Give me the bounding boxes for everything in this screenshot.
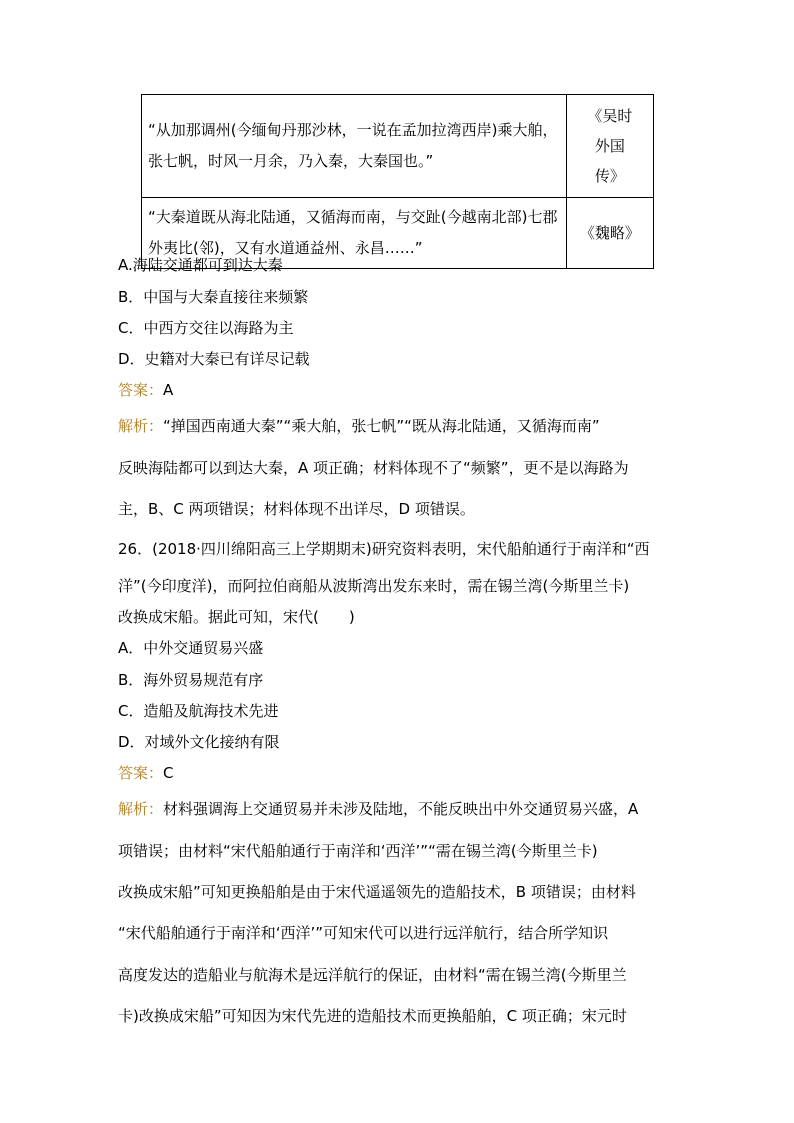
q26-explanation-line: 高度发达的造船业与航海术是远洋航行的保证，由材料“需在锡兰湾(今斯里兰 <box>118 966 627 984</box>
q25-option-c: C．中西方交往以海路为主 <box>118 319 294 337</box>
q26-explanation-line: “宋代船舶通行于南洋和‘西洋’”可知宋代可以进行远洋航行，结合所学知识 <box>118 924 609 942</box>
explanation-text: 材料强调海上交通贸易并未涉及陆地，不能反映出中外交通贸易兴盛，A <box>163 800 639 818</box>
q26-option-d: D．对域外文化接纳有限 <box>118 733 280 751</box>
answer-value: A <box>163 381 174 399</box>
q25-explanation-line <box>118 415 600 436</box>
source-line: 《吴时 <box>587 107 633 125</box>
q26-explanation-line: 卡)改换成宋船”可知因为宋代先进的造船技术而更换船舶，C 项正确；宋元时 <box>118 1007 627 1025</box>
q26-option-b: B．海外贸易规范有序 <box>118 671 264 689</box>
q25-option-b: B．中国与大秦直接往来频繁 <box>118 288 309 306</box>
q26-stem-line: 改换成宋船。据此可知，宋代( ) <box>118 608 355 626</box>
explanation-label: 解析： <box>118 800 164 818</box>
q26-explanation-line: 改换成宋船”可知更换船舶是由于宋代遥遥领先的造船技术，B 项错误；由材料 <box>118 883 636 901</box>
source-line: 《魏略》 <box>579 224 640 242</box>
quote-cell: “从加那调州(今缅甸丹那沙林，一说在孟加拉湾西岸)乘大舶，张七帆，时风一月余，乃入秦，大秦国也。” <box>142 95 567 198</box>
q25-explanation-line: 主，B、C 两项错误；材料体现不出详尽，D 项错误。 <box>118 500 475 518</box>
q26-option-a: A．中外交通贸易兴盛 <box>118 639 264 657</box>
q25-explanation-line: 反映海陆都可以到达大秦，A 项正确；材料体现不了“频繁”，更不是以海路为 <box>118 459 629 477</box>
q25-answer <box>118 379 173 400</box>
q26-stem-line: 洋”(今印度洋)，而阿拉伯商船从波斯湾出发东来时，需在锡兰湾(今斯里兰卡) <box>118 577 630 595</box>
explanation-text: “掸国西南通大秦”“乘大舶，张七帆”“既从海北陆通，又循海而南” <box>163 417 600 435</box>
q25-option-a: A.海陆交通都可到达大秦 <box>118 256 283 274</box>
source-line: 传》 <box>594 167 625 185</box>
q26-explanation-line: 项错误；由材料“宋代船舶通行于南洋和‘西洋’”“需在锡兰湾(今斯里兰卡) <box>118 842 598 860</box>
answer-label: 答案： <box>118 381 164 399</box>
source-cell <box>566 198 653 269</box>
q26-stem-line: 26．(2018·四川绵阳高三上学期期末)研究资料表明，宋代船舶通行于南洋和“西 <box>118 540 650 558</box>
answer-label: 答案： <box>118 764 164 782</box>
explanation-label: 解析： <box>118 417 164 435</box>
source-table-row <box>142 95 654 198</box>
q26-option-c: C．造船及航海技术先进 <box>118 702 279 720</box>
answer-value: C <box>163 764 174 782</box>
source-cell <box>566 95 653 198</box>
source-table <box>141 94 654 269</box>
q26-explanation-line <box>118 798 638 819</box>
quote-cell: “大秦道既从海北陆通，又循海而南，与交趾(今越南北部)七郡外夷比(邻)，又有水道通益州、永昌……” <box>142 198 567 269</box>
source-line: 外国 <box>594 137 625 155</box>
q25-option-d: D．史籍对大秦已有详尽记载 <box>118 350 310 368</box>
q26-answer <box>118 762 174 783</box>
